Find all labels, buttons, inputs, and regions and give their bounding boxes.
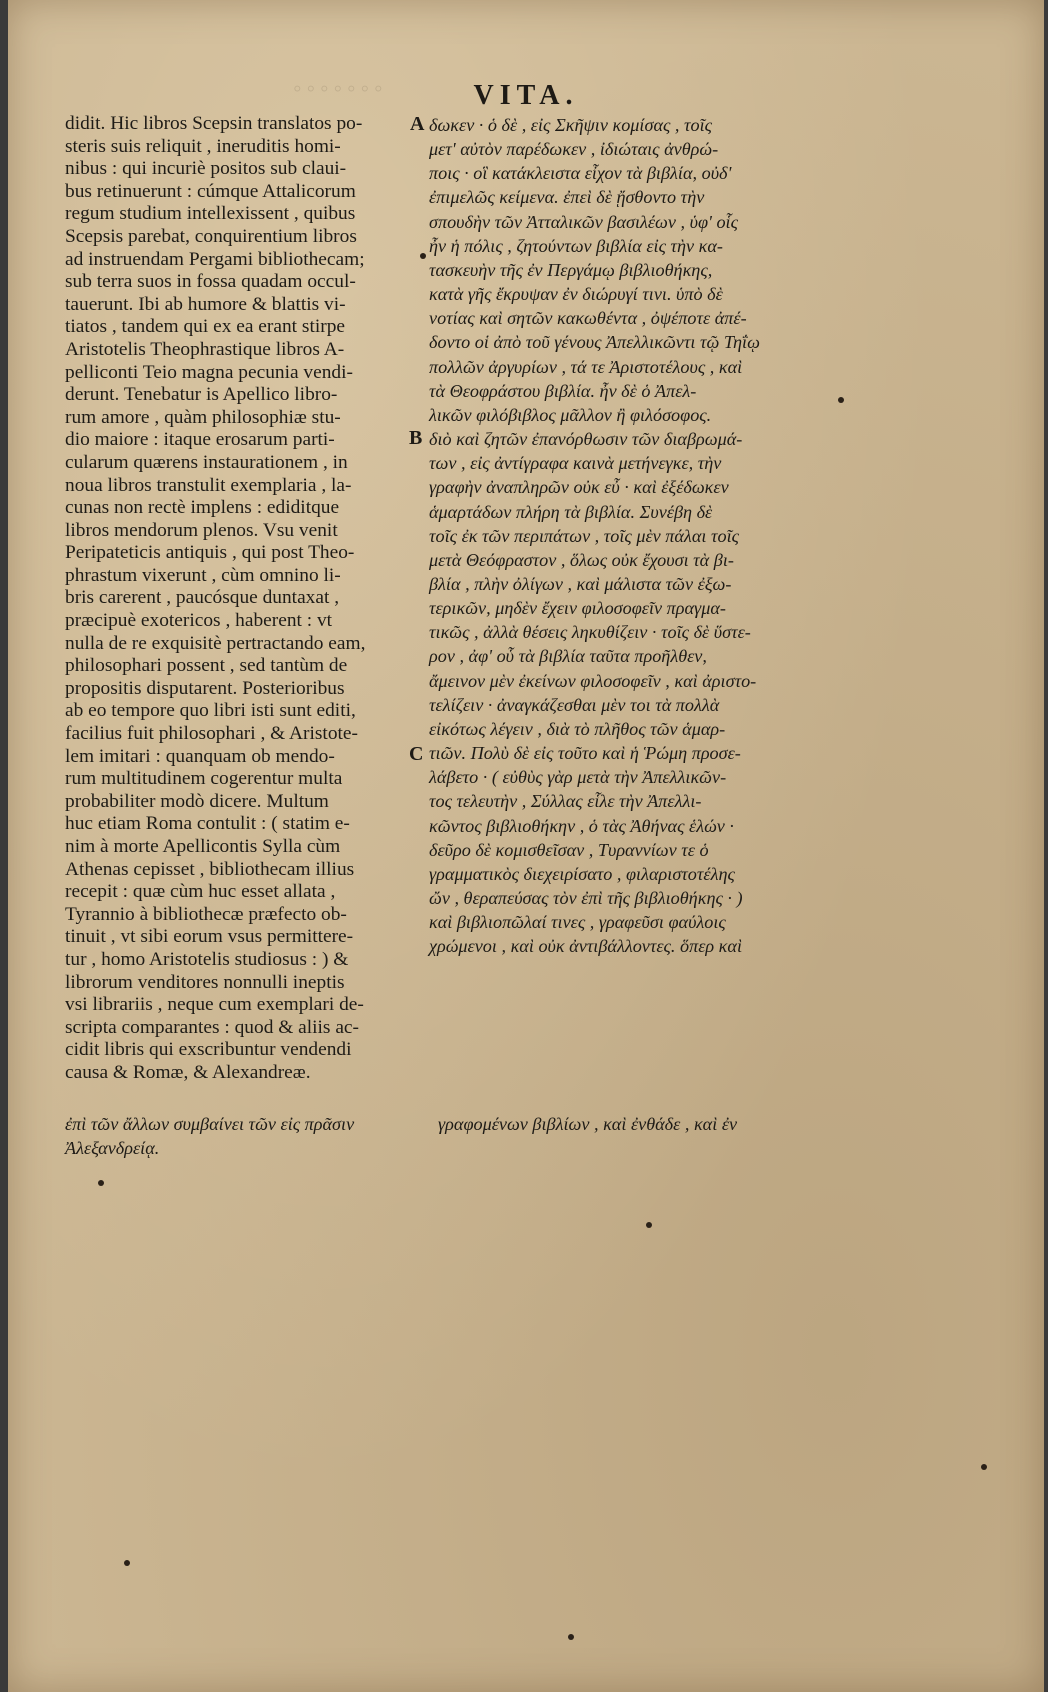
book-page — [8, 0, 1044, 1692]
greek-text-line: τικῶς , ἀλλὰ θέσεις ληκυθίζειν · τοῖς δὲ ὕστε- — [429, 622, 751, 643]
latin-text-line: philosophari possent , sed tantùm de — [65, 655, 348, 677]
greek-text-line: ἁμαρτάδων πλήρη τὰ βιβλία. Συνέβη δὲ — [429, 501, 713, 522]
latin-text-line: bus retinuerunt : cúmque Attalicorum — [65, 180, 356, 202]
latin-text-line: cidit libris qui exscribuntur vendendi — [65, 1039, 352, 1061]
greek-text-line: διὸ καὶ ζητῶν ἐπανόρθωσιν τῶν διαβρωμά- — [429, 429, 743, 450]
latin-text-line: recepit : quæ cùm huc esset allata , — [65, 881, 336, 903]
ink-spot — [568, 1634, 574, 1640]
greek-text-line: καὶ βιβλιοπῶλαί τινες , γραφεῦσι φαύλοις — [429, 912, 726, 933]
greek-text-line: λικῶν φιλόβιβλος μᾶλλον ἢ φιλόσοφος. — [429, 404, 712, 425]
latin-text-line: ad instruendam Pergami bibliothecam; — [65, 248, 365, 270]
latin-text-line: librorum venditores nonnulli ineptis — [65, 971, 345, 993]
greek-text-line: ὤν , θεραπεύσας τὸν ἐπὶ τῆς βιβλιοθήκης · ) — [429, 888, 743, 908]
latin-text-line: lem imitari : quanquam ob mendo- — [65, 745, 335, 767]
latin-text-line: causa & Romæ, & Alexandreæ. — [65, 1061, 311, 1083]
ink-spot — [646, 1222, 652, 1228]
latin-text-line: regum studium intellexissent , quibus — [65, 203, 356, 225]
latin-text-line: tur , homo Aristotelis studiosus : ) & — [65, 948, 349, 970]
greek-text-line: εἰκότως λέγειν , διὰ τὸ πλῆθος τῶν ἁμαρ- — [429, 718, 726, 739]
greek-text-line: χρώμενοι , καὶ οὐκ ἀντιβάλλοντες. ὅπερ καὶ — [429, 936, 743, 957]
greek-text-line: κῶντος βιβλιοθήκην , ὁ τὰς Ἀθήνας ἑλών · — [429, 815, 734, 836]
greek-text-line: δωκεν · ὁ δὲ , εἰς Σκῆψιν κομίσας , τοῖς — [429, 115, 713, 135]
latin-text-line: nulla de re exquisitè pertractando eam, — [65, 632, 366, 654]
greek-text-line: ἐπιμελῶς κείμενα. ἐπεὶ δὲ ᾔσθοντο τὴν — [429, 187, 705, 208]
greek-footer-line: ἐπὶ τῶν ἄλλων συμβαίνει τῶν εἰς πρᾶσιν — [65, 1114, 355, 1134]
latin-text-line: cularum quærens instaurationem , in — [65, 451, 348, 473]
latin-text-line: Tyrannio à bibliothecæ præfecto ob- — [65, 903, 347, 925]
latin-text-line: propositis disputarent. Posterioribus — [65, 677, 345, 699]
greek-text-line: ἄμεινον μὲν ἐκείνων φιλοσοφεῖν , καὶ ἀριστο- — [429, 670, 757, 691]
ink-spot — [838, 397, 844, 403]
greek-text-line: δεῦρο δὲ κομισθεῖσαν , Τυραννίων τε ὁ — [429, 839, 709, 860]
greek-text-line: δοντο οἱ ἀπὸ τοῦ γένους Ἀπελλικῶντι τῷ Τηΐῳ — [429, 332, 760, 353]
greek-footer-line: Ἀλεξανδρείᾳ. — [65, 1138, 160, 1158]
ink-spot — [98, 1180, 104, 1186]
greek-text-line: τασκευὴν τῆς ἐν Περγάμῳ βιβλιοθήκης, — [429, 259, 713, 280]
greek-continuation-right: γραφομένων βιβλίων , καὶ ἐνθάδε , καὶ ἐν — [438, 1114, 738, 1134]
latin-text-line: dio maiore : itaque erosarum parti- — [65, 429, 335, 451]
latin-text-line: Athenas cepisset , bibliothecam illius — [65, 858, 355, 880]
greek-text-line: τος τελευτὴν , Σύλλας εἷλε τὴν Ἀπελλι- — [429, 791, 702, 812]
latin-text-line: tiatos , tandem qui ex ea erant stirpe — [65, 316, 345, 338]
greek-text-line: ποις · οἳ κατάκλειστα εἶχον τὰ βιβλία, οὐδ' — [429, 163, 732, 184]
latin-text-line: Scepsis parebat, conquirentium libros — [65, 225, 357, 247]
greek-text-line: σπουδὴν τῶν Ἀτταλικῶν βασιλέων , ὑφ' οἷς — [429, 211, 738, 232]
latin-text-line: cunas non rectè implens : ediditque — [65, 497, 340, 519]
latin-text-line: libros mendorum plenos. Vsu venit — [65, 519, 338, 541]
latin-text-line: probabiliter modò dicere. Multum — [65, 790, 329, 812]
latin-text-line: huc etiam Roma contulit : ( statim e- — [65, 813, 350, 835]
latin-text-line: vsi librariis , neque cum exemplari de- — [65, 994, 364, 1016]
greek-column — [429, 113, 1007, 958]
latin-text-line: tinuit , vt sibi eorum vsus permittere- — [65, 926, 354, 948]
latin-text-line: ab eo tempore quo libri isti sunt editi, — [65, 700, 356, 722]
greek-text-line: τὰ Θεοφράστου βιβλία. ἦν δὲ ὁ Ἀπελ- — [429, 380, 697, 401]
latin-text-line: phrastum vixerunt , cùm omnino li- — [65, 564, 341, 586]
ink-spot — [420, 253, 426, 259]
greek-text-line: ρον , ἀφ' οὗ τὰ βιβλία ταῦτα προῆλθεν, — [429, 646, 707, 667]
latin-text-line: bris carerent , paucósque duntaxat , — [65, 587, 340, 609]
greek-text-line: μετ' αὐτὸν παρέδωκεν , ἰδιώταις ἀνθρώ- — [429, 139, 719, 160]
latin-text-line: Peripateticis antiquis , qui post Theo- — [65, 542, 355, 564]
latin-text-line: rum multitudinem cogerentur multa — [65, 768, 343, 790]
greek-text-line: τιῶν. Πολὺ δὲ εἰς τοῦτο καὶ ἡ Ῥώμη προσε- — [429, 743, 741, 764]
greek-text-line: μετὰ Θεόφραστον , ὅλως οὐκ ἔχουσι τὰ βι- — [429, 549, 734, 570]
latin-text-line: facilius fuit philosophari , & Aristote- — [65, 723, 358, 745]
greek-text-line: τελίζειν · ἀναγκάζεσθαι μὲν τοι τὰ πολλὰ — [429, 694, 720, 715]
latin-text-line: didit. Hic libros Scepsin translatos po- — [65, 113, 363, 134]
greek-text-line: τοῖς ἐκ τῶν περιπάτων , τοῖς μὲν πάλαι τοῖς — [429, 525, 739, 546]
latin-text-line: derunt. Tenebatur is Apellico libro- — [65, 384, 338, 406]
greek-footer — [65, 1112, 354, 1160]
latin-text-line: præcipuè exotericos , haberent : vt — [65, 610, 333, 632]
latin-text-line: sub terra suos in fossa quadam occul- — [65, 271, 356, 293]
margin-letter-a: A — [410, 113, 425, 135]
latin-text-line: scripta comparantes : quod & aliis ac- — [65, 1016, 359, 1038]
ink-spot — [981, 1464, 987, 1470]
latin-column — [65, 113, 417, 1085]
latin-text-line: steris suis reliquit , ineruditis homi- — [65, 135, 341, 157]
greek-text-line: ἦν ἡ πόλις , ζητούντων βιβλία εἰς τὴν κα- — [429, 235, 723, 256]
latin-text-line: pelliconti Teio magna pecunia vendi- — [65, 361, 353, 383]
margin-letter-c: C — [409, 743, 424, 765]
margin-letter-b: B — [409, 427, 423, 449]
latin-text-line: rum amore , quàm philosophiæ stu- — [65, 406, 341, 428]
greek-text-line: λάβετο · ( εὐθὺς γὰρ μετὰ τὴν Ἀπελλικῶν- — [429, 767, 727, 788]
greek-text-line: κατὰ γῆς ἔκρυψαν ἐν διώρυγί τινι. ὑπὸ δὲ — [429, 284, 723, 305]
latin-text-line: tauerunt. Ibi ab humore & blattis vi- — [65, 293, 346, 315]
greek-text-line: των , εἰς ἀντίγραφα καινὰ μετήνεγκε, τὴν — [429, 453, 722, 474]
latin-text-line: noua libros transtulit exemplaria , la- — [65, 474, 352, 496]
greek-text-line: νοτίας καὶ σητῶν κακωθέντα , ὀψέποτε ἀπέ- — [429, 308, 747, 329]
greek-text-line: γραμματικὸς διεχειρίσατο , φιλαριστοτέλης — [429, 863, 735, 884]
latin-text-line: nim à morte Apellicontis Sylla cùm — [65, 836, 341, 857]
latin-text-line: nibus : qui incuriè positos sub claui- — [65, 158, 347, 180]
ink-spot — [124, 1560, 130, 1566]
greek-text-line: τερικῶν, μηδὲν ἔχειν φιλοσοφεῖν πραγμα- — [429, 598, 726, 619]
greek-text-line: γραφὴν ἀναπληρῶν οὐκ εὖ · καὶ ἐξέδωκεν — [429, 477, 729, 498]
greek-text-line: βλία , πλὴν ὀλίγων , καὶ μάλιστα τῶν ἐξω- — [429, 573, 732, 594]
bleed-through-text: ◦◦◦◦◦◦◦ — [293, 76, 388, 102]
greek-text-line: πολλῶν ἀργυρίων , τά τε Ἀριστοτέλους , καὶ — [429, 356, 743, 377]
running-head: VITA. — [473, 80, 579, 111]
latin-text-line: Aristotelis Theophrastique libros A- — [65, 338, 345, 360]
